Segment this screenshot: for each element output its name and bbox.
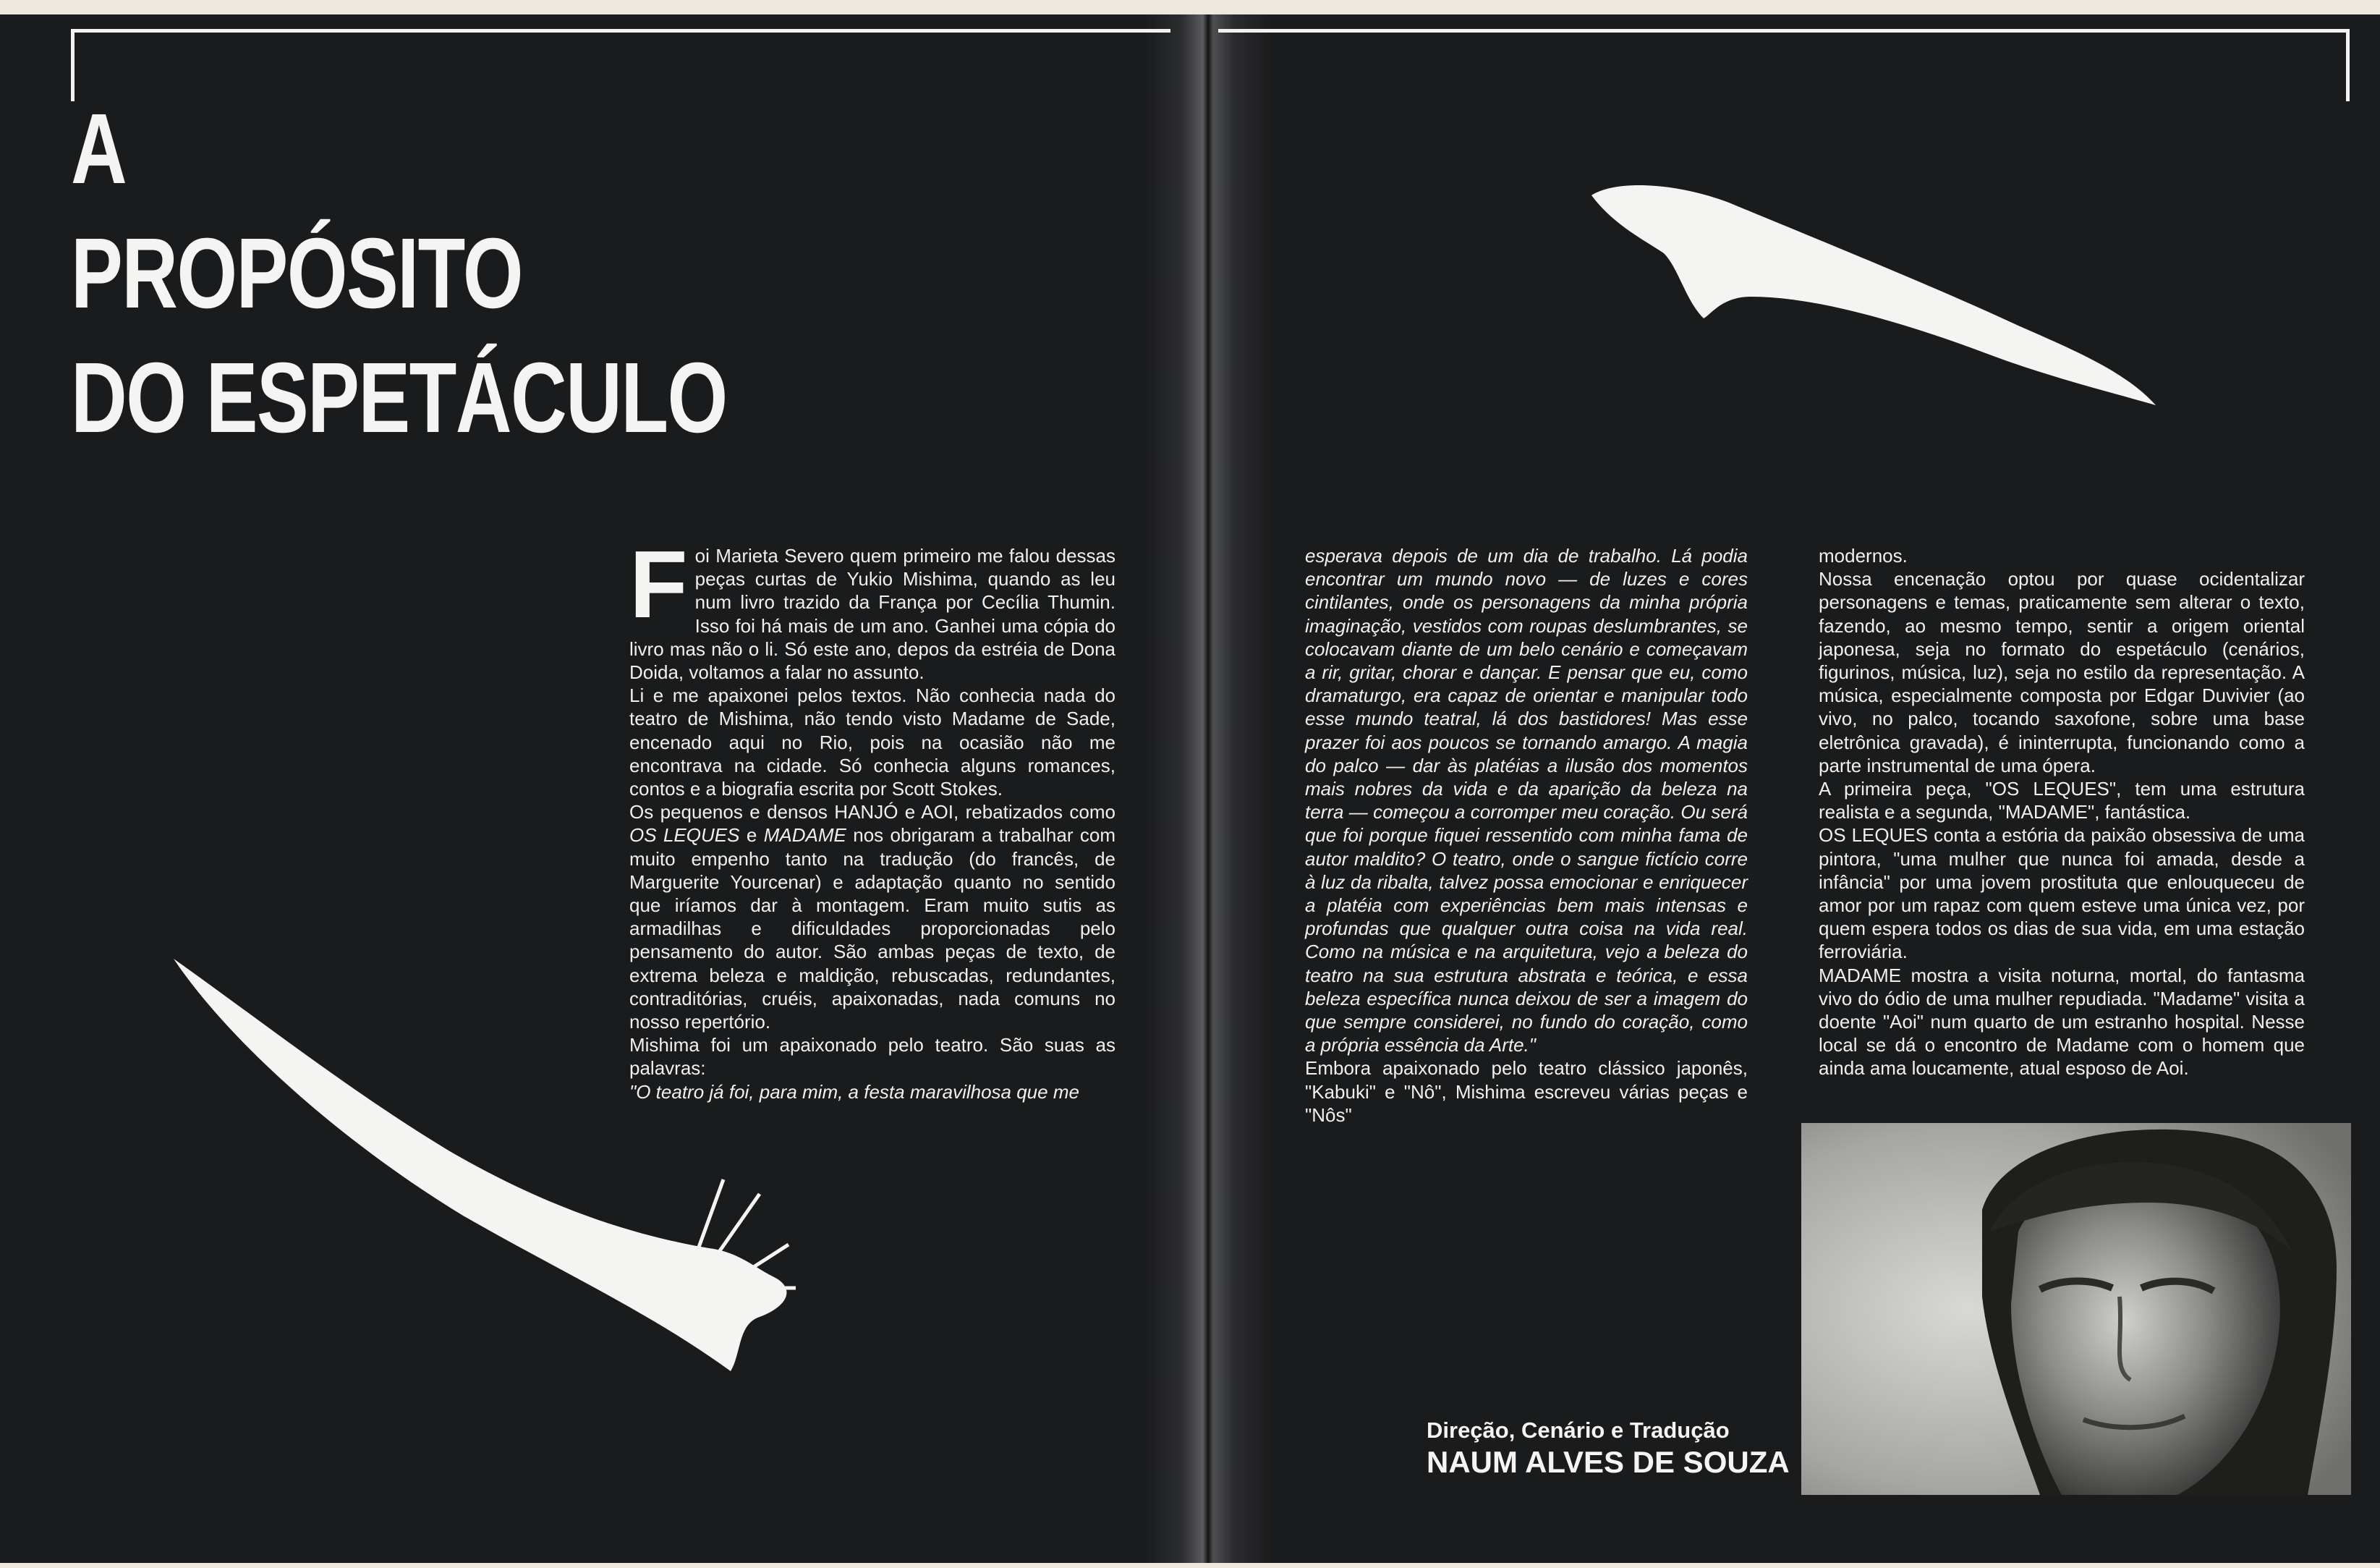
title-line-2: PROPÓSITO bbox=[71, 218, 522, 329]
col3-paragraph-4: OS LEQUES conta a estória da paixão obsessiva de uma pintora, "uma mulher que nunca foi amada, desde a infância" por uma jovem prostituta que enlouqueceu de amor por um rapaz com quem esteve uma única vez, por quem espera todos os dias de sua vida, em uma estação ferroviária. bbox=[1819, 824, 2305, 963]
right-rule bbox=[2346, 29, 2350, 101]
col2-quote: esperava depois de um dia de trabalho. Lá podia encontrar um mundo novo — de luzes e cores cintilantes, onde os personagens da minha própria imaginação, vestidos com roupas deslumbrantes, se colocavam diante de um belo cenário e começavam a rir, gritar, chorar e dançar. E pensar que eu, como dramaturgo, era capaz de orientar e manipular todo esse mundo teatral, lá dos bastidores! Mas esse prazer foi aos poucos se tornando amargo. A magia do palco — dar às platéias a ilusão dos momentos mais nobres da vida e da aparição da beleza na terra — começou a corromper meu coração. Ou será que foi porque fiquei ressentido com minha fama de autor maldito? O teatro, onde o sangue fictício corre à luz da ribalta, talvez possa emocionar e enriquecer a platéia com experiências bem mais intensas e profundas que qualquer outra coisa na vida real. Como na música e na arquitetura, vejo a beleza do teatro na sua estrutura abstrata e teórica, e essa beleza específica nunca deixou de ser a imagem do que sempre considerei, no fundo do coração, como a própria essência da Arte." bbox=[1305, 545, 1748, 1056]
col1-p3-text-e: nos obrigaram a trabalhar com muito empenho tanto na tradução (do francês, de Marguerite Yourcenar) e adaptação quanto no sentido que iríamos dar à montagem. Eram muito sutis as armadilhas e dificuldades proporcionadas pelo pensamento do autor. São ambas peças de texto, de extrema beleza e maldição, rebuscadas, redundantes, contraditórias, cruéis, apaixonadas, nada comuns no nosso repertório. bbox=[629, 824, 1115, 1033]
drop-cap: F bbox=[629, 531, 688, 637]
col1-paragraph-2: Li e me apaixonei pelos textos. Não conhecia nada do teatro de Mishima, não tendo visto Madame de Sade, encenado aqui no Rio, pois na ocasião não me encontrava na cidade. Só conhecia alguns romances, contos e a biografia escrita por Scott Stokes. bbox=[629, 685, 1115, 800]
director-credit bbox=[1427, 1417, 1790, 1480]
col3-paragraph-5: MADAME mostra a visita noturna, mortal, do fantasma vivo do ódio de uma mulher repudiada. "Madame" visita a doente "Aoi" num quarto de um estranho hospital. Nesse local se dá o encontro de Madame com o homem que ainda ama loucamente, atual esposo de Aoi. bbox=[1819, 964, 2305, 1080]
portrait-image bbox=[1801, 1123, 2351, 1495]
brush-stroke-left bbox=[159, 948, 810, 1382]
col1-paragraph-1: oi Marieta Severo quem primeiro me falou dessas peças curtas de Yukio Mishima, quando as leu num livro trazido da França por Cecília Thumin. Isso foi há mais de um ano. Ganhei uma cópia do livro mas não o li. Só este ano, depos da estréia de Dona Doida, voltamos a falar no assunto. bbox=[629, 545, 1115, 684]
text-column-2 bbox=[1305, 544, 1748, 1127]
text-column-3 bbox=[1819, 544, 2305, 1080]
brush-stroke-right bbox=[1584, 174, 2177, 412]
col2-paragraph-2: Embora apaixonado pelo teatro clássico japonês, "Kabuki" e "Nô", Mishima escreveu várias peças e "Nôs" bbox=[1305, 1057, 1748, 1126]
title-line-1: A bbox=[71, 93, 127, 205]
credit-name: NAUM ALVES DE SOUZA bbox=[1427, 1445, 1790, 1479]
col1-paragraph-4: Mishima foi um apaixonado pelo teatro. São suas as palavras: bbox=[629, 1034, 1115, 1080]
col3-paragraph-1: modernos. bbox=[1819, 545, 1908, 567]
director-portrait-photo bbox=[1801, 1123, 2351, 1495]
top-rule-right bbox=[1218, 29, 2350, 33]
play-title-os-leques: OS LEQUES bbox=[629, 824, 740, 847]
top-rule-left bbox=[71, 29, 1170, 33]
col1-p3-text-c: e bbox=[739, 824, 764, 847]
col3-paragraph-3: A primeira peça, "OS LEQUES", tem uma estrutura realista e a segunda, "MADAME", fantástica. bbox=[1819, 778, 2305, 823]
play-title-madame: MADAME bbox=[763, 824, 846, 847]
col1-p3-text-a: Os pequenos e densos HANJÓ e AOI, rebatizados como bbox=[629, 801, 1115, 823]
binding-gutter bbox=[1143, 14, 1273, 1563]
article-title bbox=[71, 87, 727, 460]
credit-role: Direção, Cenário e Tradução bbox=[1427, 1417, 1730, 1443]
col1-quote-start: "O teatro já foi, para mim, a festa maravilhosa que me bbox=[629, 1080, 1079, 1103]
col3-paragraph-2: Nossa encenação optou por quase ocidentalizar personagens e temas, praticamente sem alterar o texto, fazendo, ao mesmo tempo, sentir a origem oriental japonesa, seja no formato do espetáculo (cenários, figurinos, música, luz), seja no estilo da representação. A música, especialmente composta por Edgar Duvivier (ao vivo, no palco, tocando saxofone, sobre uma base eletrônica gravada), é ininterrupta, funcionando como a parte instrumental de uma ópera. bbox=[1819, 568, 2305, 776]
title-line-3: DO ESPETÁCULO bbox=[71, 342, 727, 454]
